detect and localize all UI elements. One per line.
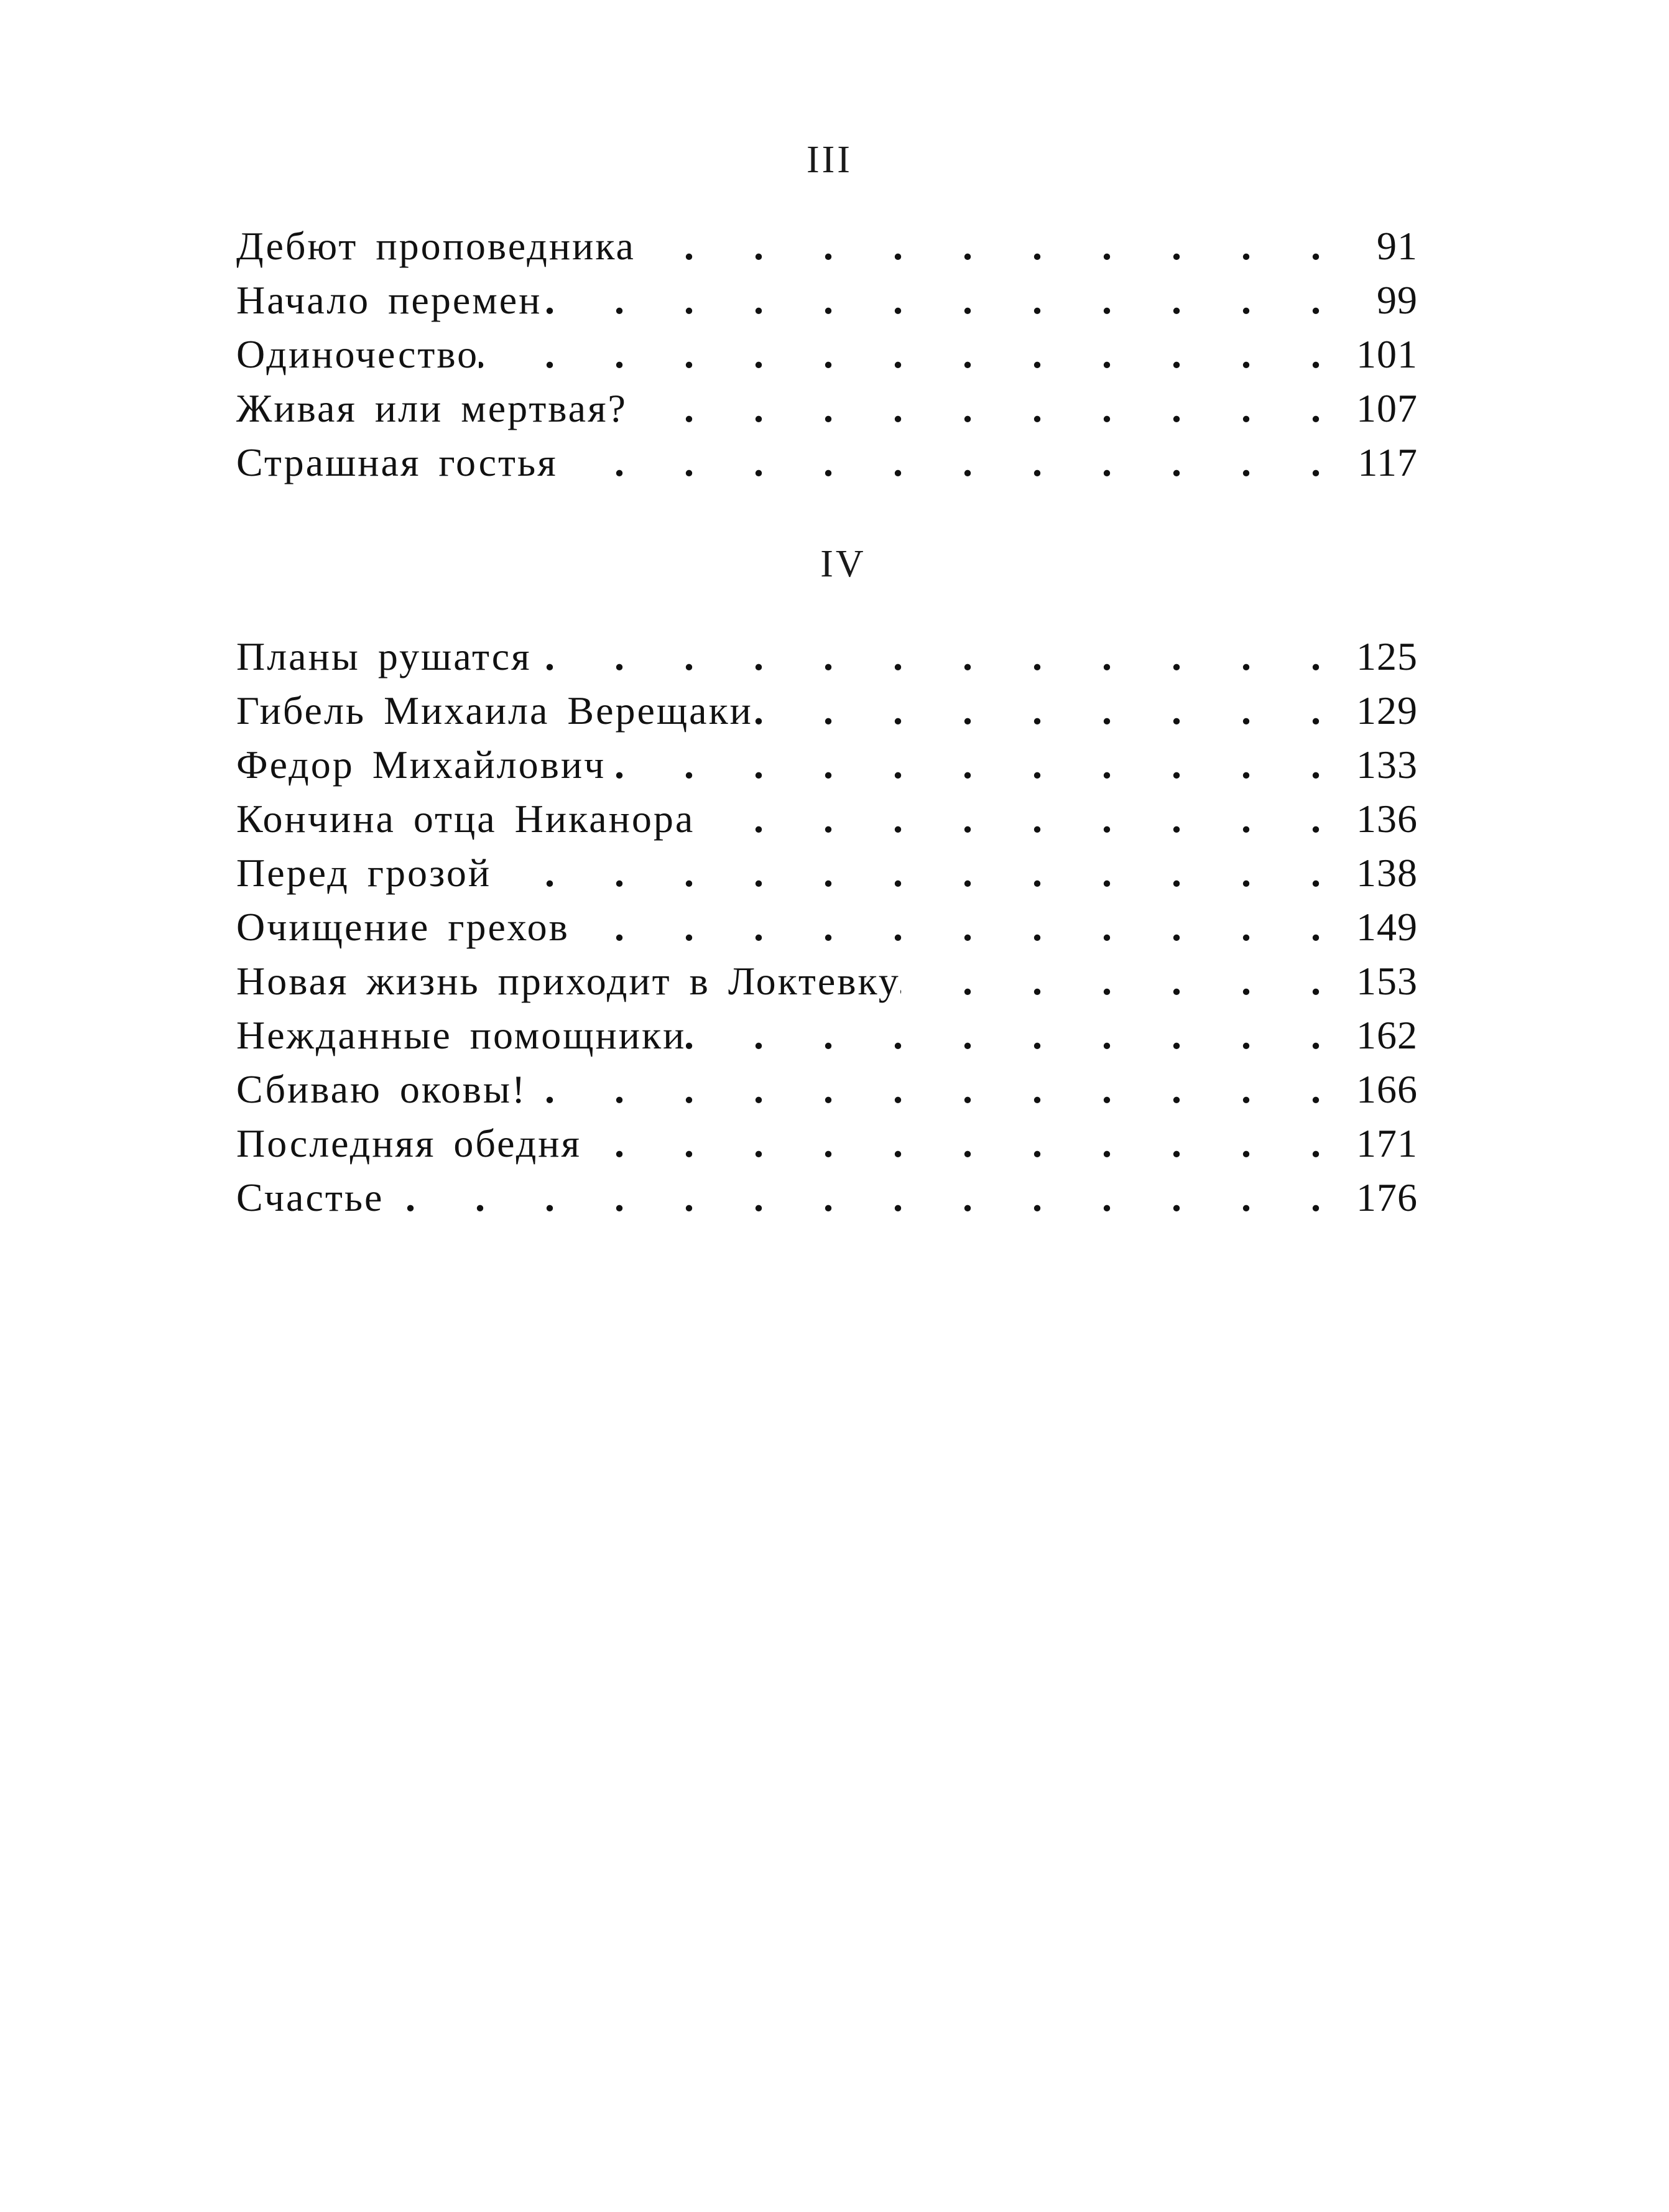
toc-entry[interactable] — [236, 327, 1418, 381]
dot-leader — [491, 846, 1325, 900]
entry-title: Счастье — [236, 1175, 384, 1219]
entry-title: Кончина отца Никанора — [236, 797, 695, 841]
dot-leader — [900, 954, 1325, 1008]
entry-title: Планы рушатся — [236, 634, 532, 678]
toc-list-section-iv — [236, 629, 1418, 1224]
entry-page-number: 153 — [1356, 959, 1418, 1003]
dot-leader — [527, 1062, 1325, 1116]
entry-title: Гибель Михаила Верещаки — [236, 688, 753, 733]
entry-title: Очищение грехов — [236, 905, 570, 949]
dot-leader — [581, 1116, 1325, 1170]
entry-page-number: 125 — [1356, 634, 1418, 678]
entry-title: Перед грозой — [236, 851, 492, 895]
toc-list-section-iii — [236, 219, 1418, 489]
toc-entry[interactable] — [236, 738, 1418, 792]
section-heading-iii: III — [807, 139, 853, 181]
dot-leader — [532, 629, 1325, 683]
entry-page-number: 107 — [1356, 386, 1418, 430]
entry-page-number: 99 — [1377, 278, 1418, 322]
toc-entry[interactable] — [236, 846, 1418, 900]
toc-entry[interactable] — [236, 792, 1418, 846]
entry-page-number: 136 — [1356, 797, 1418, 841]
dot-leader — [753, 683, 1325, 738]
dot-leader — [570, 900, 1325, 954]
entry-page-number: 138 — [1356, 851, 1418, 895]
entry-page-number: 171 — [1356, 1121, 1418, 1165]
toc-entry[interactable] — [236, 435, 1418, 489]
entry-title: Нежданные помощники — [236, 1013, 687, 1057]
dot-leader — [606, 738, 1325, 792]
toc-entry[interactable] — [236, 629, 1418, 683]
toc-entry[interactable] — [236, 1008, 1418, 1062]
entry-title: Федор Михайлович — [236, 743, 606, 787]
entry-title: Живая или мертвая? — [236, 386, 627, 430]
dot-leader — [627, 381, 1325, 435]
entry-page-number: 129 — [1356, 688, 1418, 733]
entry-page-number: 162 — [1356, 1013, 1418, 1057]
entry-title: Одиночество — [236, 332, 479, 376]
entry-title: Последняя обедня — [236, 1121, 581, 1165]
toc-entry[interactable] — [236, 683, 1418, 738]
toc-entry[interactable] — [236, 900, 1418, 954]
entry-title: Дебют проповедника — [236, 224, 636, 268]
toc-entry[interactable] — [236, 1116, 1418, 1170]
dot-leader — [695, 792, 1325, 846]
dot-leader — [558, 435, 1325, 489]
entry-title: Начало перемен — [236, 278, 542, 322]
section-heading-iv: IV — [820, 543, 866, 585]
entry-title: Новая жизнь приходит в Локтевку — [236, 959, 900, 1003]
toc-entry[interactable] — [236, 1062, 1418, 1116]
dot-leader — [686, 1008, 1325, 1062]
toc-entry[interactable] — [236, 954, 1418, 1008]
dot-leader — [636, 219, 1325, 273]
entry-page-number: 133 — [1356, 743, 1418, 787]
dot-leader — [384, 1170, 1325, 1224]
entry-page-number: 176 — [1356, 1175, 1418, 1219]
toc-entry[interactable] — [236, 1170, 1418, 1224]
dot-leader — [542, 273, 1325, 327]
entry-page-number: 91 — [1377, 224, 1418, 268]
dot-leader — [479, 327, 1325, 381]
toc-entry[interactable] — [236, 381, 1418, 435]
toc-entry[interactable] — [236, 273, 1418, 327]
entry-title: Страшная гостья — [236, 440, 558, 484]
entry-page-number: 149 — [1356, 905, 1418, 949]
toc-entry[interactable] — [236, 219, 1418, 273]
entry-page-number: 166 — [1356, 1067, 1418, 1111]
entry-page-number: 117 — [1357, 440, 1418, 484]
entry-title: Сбиваю оковы! — [236, 1067, 527, 1111]
entry-page-number: 101 — [1356, 332, 1418, 376]
